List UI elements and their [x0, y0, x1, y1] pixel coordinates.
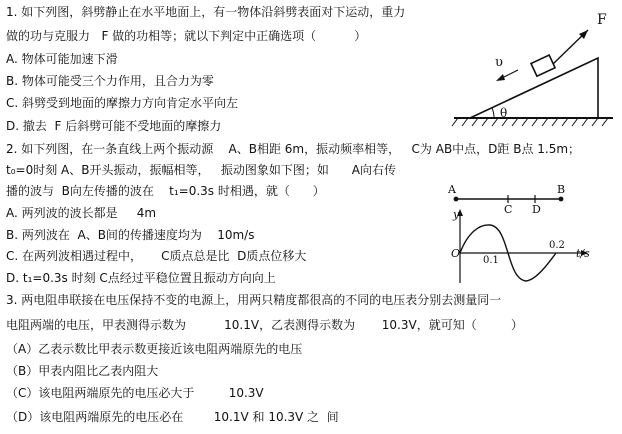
- incline-figure: [448, 10, 618, 130]
- q1-line-1: 1. 如下列图，斜劈静止在水平地面上，有一物体沿斜劈表面对下运动，重力: [6, 5, 406, 19]
- label-c: C: [504, 203, 513, 216]
- q3-option-c: （C）该电阻两端原先的电压必大于 10.3V: [6, 386, 264, 400]
- q3-line-1: 3. 两电阻串联接在电压保持不变的电源上，用两只精度都很高的不同的电压表分别去测量同一: [6, 293, 502, 307]
- q2-line-3: 播的波与 B向左传播的波在 t₁=0.3s 时相遇，就（ ）: [6, 184, 325, 198]
- q3-line-2: 电阻两端的电压，甲表测得示数为 10.1V，乙表测得示数为 10.3V，就可知（ ）: [6, 318, 524, 332]
- q1-line-2: 做的功与克服力 F 做的功相等；就以下判定中正确选项（ ）: [6, 29, 367, 43]
- angle-label: θ: [500, 106, 508, 120]
- q1-option-d: D. 撤去 F 后斜劈可能不受地面的摩擦力: [6, 119, 222, 133]
- q3-option-b: （B）甲表内阻比乙表内阻大: [6, 364, 159, 378]
- point-a: [454, 197, 459, 202]
- label-b: B: [557, 183, 566, 196]
- label-d: D: [532, 203, 541, 216]
- x-axis-label: t/s: [576, 247, 590, 260]
- q2-option-d: D. t₁=0.3s 时刻 C点经过平稳位置且振动方向向上: [6, 271, 276, 285]
- force-label: F: [597, 12, 607, 28]
- label-a: A: [448, 183, 456, 196]
- origin-label: O: [451, 247, 461, 260]
- q1-option-c: C. 斜劈受到地面的摩擦力方向肯定水平向左: [6, 96, 239, 110]
- tick-0-1: 0.1: [483, 255, 499, 266]
- wave-figure: [446, 180, 618, 288]
- y-axis-label: y: [453, 208, 460, 221]
- point-b: [559, 197, 564, 202]
- q2-option-b: B. 两列波在 A、B间的传播速度均为 10m/s: [6, 228, 255, 242]
- q2-line-2: t₀=0时刻 A、B开头振动，振幅相等， 振动图象如下图；如 A向右传: [6, 163, 397, 177]
- q3-option-d: （D）该电阻两端原先的电压必在 10.1V 和 10.3V 之 间: [6, 410, 339, 424]
- q2-option-a: A. 两列波的波长都是 4m: [6, 206, 157, 220]
- q2-line-1: 2. 如下列图，在一条直线上两个振动源 A、B相距 6m，振动频率相等， C为 AB中点，D距 B点 1.5m；: [6, 142, 581, 156]
- block: [531, 55, 555, 76]
- q1-option-b: B. 物体可能受三个力作用，且合力为零: [6, 74, 214, 88]
- q1-option-a: A. 物体可能加速下滑: [6, 52, 118, 66]
- velocity-label: υ: [495, 55, 503, 70]
- q3-option-a: （A）乙表示数比甲表示数更接近该电阻两端原先的电压: [6, 342, 303, 356]
- tick-0-2: 0.2: [549, 240, 565, 251]
- q2-option-c: C. 在两列波相遇过程中， C质点总是比 D质点位移大: [6, 249, 307, 263]
